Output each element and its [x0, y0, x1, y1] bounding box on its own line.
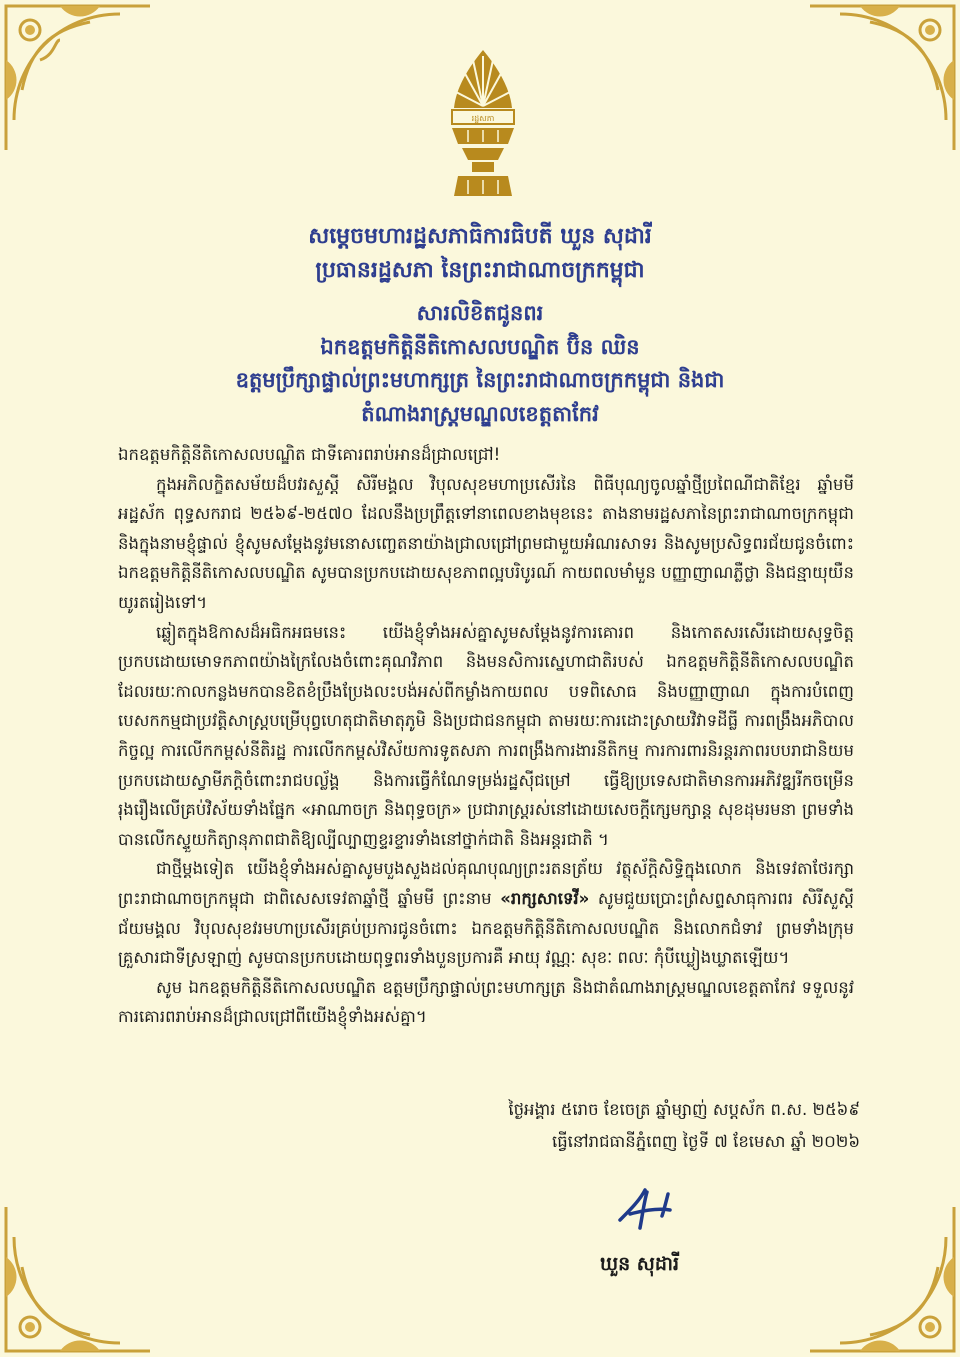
signature-icon: [600, 1180, 690, 1240]
paragraph-3-after: សូមជួយប្រោះព្រំសព្ទសាធុការពរ សិរីសួស្តី ជ័យមង្គល វិបុលសុខវរមហាប្រសើរគ្រប់ប្រការជូនចំពោះ ឯកឧត្តមកិត្តិនីតិកោសលបណ្ឌិត និងលោកជំទាវ ព្រមទាំងក្រុមគ្រួសារជាទីស្រឡាញ់ សូមបានប្រកបដោយពុទ្ធពរទាំងបួនប្រការគឺ អាយុ វណ្ណៈ សុខៈ ពលៈ កុំបីឃ្លៀងឃ្លាតឡើយ។: [118, 888, 854, 968]
paragraph-4: សូម ឯកឧត្តមកិត្តិនីតិកោសលបណ្ឌិត ឧត្តមប្រឹក្សាផ្ទាល់ព្រះមហាក្សត្រ និងជាតំណាងរាស្ត្រមណ្ឌលខេត្តតាកែវ ទទួលនូវការគោរពរាប់អានដ៏ជ្រាលជ្រៅពីយើងខ្ញុំទាំងអស់គ្នា។: [118, 977, 854, 1027]
sender-name: សម្តេចមហារដ្ឋសភាធិការធិបតី ឃួន សុដារី: [308, 224, 652, 249]
letter-body: [118, 440, 854, 1032]
letter-title: សារលិខិតជូនពរ: [416, 301, 544, 325]
sender-title: ប្រធានរដ្ឋសភា នៃព្រះរាជាណាចក្រកម្ពុជា: [315, 258, 645, 283]
paragraph-3: [118, 854, 854, 972]
signer-name: ឃួន សុដារី: [600, 1253, 679, 1275]
national-assembly-emblem-icon: [438, 48, 528, 200]
recipient-name: ឯកឧត្តមកិត្តិនីតិកោសលបណ្ឌិត ប៊ិន ឈិន: [320, 335, 640, 359]
place-date: ធ្វើនៅរាជធានីភ្នំពេញ ថ្ងៃទី ៧ ខែមេសា ឆ្នាំ ២០២៦: [551, 1132, 860, 1151]
paragraph-3-before: ជាថ្មីម្តងទៀត យើងខ្ញុំទាំងអស់គ្នាសូមបួងសួងដល់គុណបុណ្យព្រះរតនត្រ័យ វត្ថុស័ក្តិសិទ្ធិក្នុងលោក និងទេវតាថែរក្សាព្រះរាជាណាចក្រកម្ពុជា ជាពិសេសទេវតាឆ្នាំថ្មី ឆ្នាំមមី ព្រះនាម: [118, 859, 854, 908]
corner-ornament-bottom-right: [810, 1207, 960, 1357]
corner-ornament-bottom-left: [0, 1207, 150, 1357]
new-year-angel-name: «រាក្សសាទេវី»: [500, 888, 590, 908]
salutation: ឯកឧត្តមកិត្តិនីតិកោសលបណ្ឌិត ជាទីគោរពរាប់អានដ៏ជ្រាលជ្រៅ!: [118, 445, 501, 464]
corner-ornament-top-right: [810, 0, 960, 150]
emblem-text: រដ្ឋសភា: [471, 114, 495, 123]
recipient-constituency: តំណាងរាស្ត្រមណ្ឌលខេត្តតាកែវ: [361, 402, 599, 426]
paragraph-2: ឆ្លៀតក្នុងឱកាសដ៏អធិកអធមនេះ យើងខ្ញុំទាំងអស់គ្នាសូមសម្តែងនូវការគោរព និងកោតសរសើរដោយសុទ្ធចិត្តប្រកបដោយមោទកភាពយ៉ាងក្រៃលែងចំពោះគុណវិភាព និងមនសិការស្នេហាជាតិរបស់ ឯកឧត្តមកិត្តិនីតិកោសលបណ្ឌិត ដែលរយៈកាលកន្លងមកបានខិតខំប្រឹងប្រែងលះបង់អស់ពីកម្លាំងកាយពល បទពិសោធ និងបញ្ញាញាណ ក្នុងការបំពេញបេសកកម្មជាប្រវត្តិសាស្ត្របម្រើបុព្វហេតុជាតិមាតុភូមិ និងប្រជាជនកម្ពុជា តាមរយៈការដោះស្រាយវិវាទដីធ្លី ការពង្រឹងអភិបាលកិច្ចល្អ ការលើកកម្ពស់នីតិរដ្ឋ ការលើកកម្ពស់វិស័យការទូតសភា ការពង្រឹងការងារនីតិកម្ម ការការពារនិរន្តរភាពរបបរាជានិយមប្រកបដោយស្វាមីភក្តិចំពោះរាជបល្ល័ង្គ និងការធ្វើកំណែទម្រង់រដ្ឋស៊ីជម្រៅ ធ្វើឱ្យប្រទេសជាតិមានការអភិវឌ្ឍរីកចម្រើនរុងរឿងលើគ្រប់វិស័យទាំងផ្នែក «អាណាចក្រ និងពុទ្ធចក្រ» ប្រជារាស្ត្ររស់នៅដោយសេចក្តីក្សេមក្សាន្ត សុខដុមរមនា ព្រមទាំងបានលើកស្ទួយកិត្យានុភាពជាតិឱ្យល្បីល្បាញខ្ទរខ្ទារទាំងនៅថ្នាក់ជាតិ និងអន្តរជាតិ ។: [118, 622, 854, 849]
corner-ornament-top-left: [0, 0, 150, 150]
lunar-date: ថ្ងៃអង្គារ ៥រោច ខែចេត្រ ឆ្នាំម្សាញ់ សប្តស័ក ព.ស. ២៥៦៩: [508, 1100, 860, 1119]
paragraph-1: ក្នុងអភិលក្ខិតសម័យដ៏បវរសួស្តី សិរីមង្គល វិបុលសុខមហាប្រសើរនៃ ពិធីបុណ្យចូលឆ្នាំថ្មីប្រពៃណីជាតិខ្មែរ ឆ្នាំមមី អដ្ឋស័ក ពុទ្ធសករាជ ២៥៦៩-២៥៧០ ដែលនឹងប្រព្រឹត្តទៅនាពេលខាងមុខនេះ តាងនាមរដ្ឋសភានៃព្រះរាជាណាចក្រកម្ពុជា និងក្នុងនាមខ្ញុំផ្ទាល់ ខ្ញុំសូមសម្តែងនូវមនោសញ្ចេតនាយ៉ាងជ្រាលជ្រៅព្រមជាមួយអំណរសាទរ និងសូមប្រសិទ្ធពរជ័យជូនចំពោះ ឯកឧត្តមកិត្តិនីតិកោសលបណ្ឌិត សូមបានប្រកបដោយសុខភាពល្អបរិបូរណ៍ កាយពលមាំមួន បញ្ញាញាណភ្លឺថ្លា និងជន្មាយុយឺនយូរតរៀងទៅ។: [118, 474, 854, 612]
recipient-title: ឧត្តមប្រឹក្សាផ្ទាល់ព្រះមហាក្សត្រ នៃព្រះរាជាណាចក្រកម្ពុជា និងជា: [235, 368, 725, 392]
